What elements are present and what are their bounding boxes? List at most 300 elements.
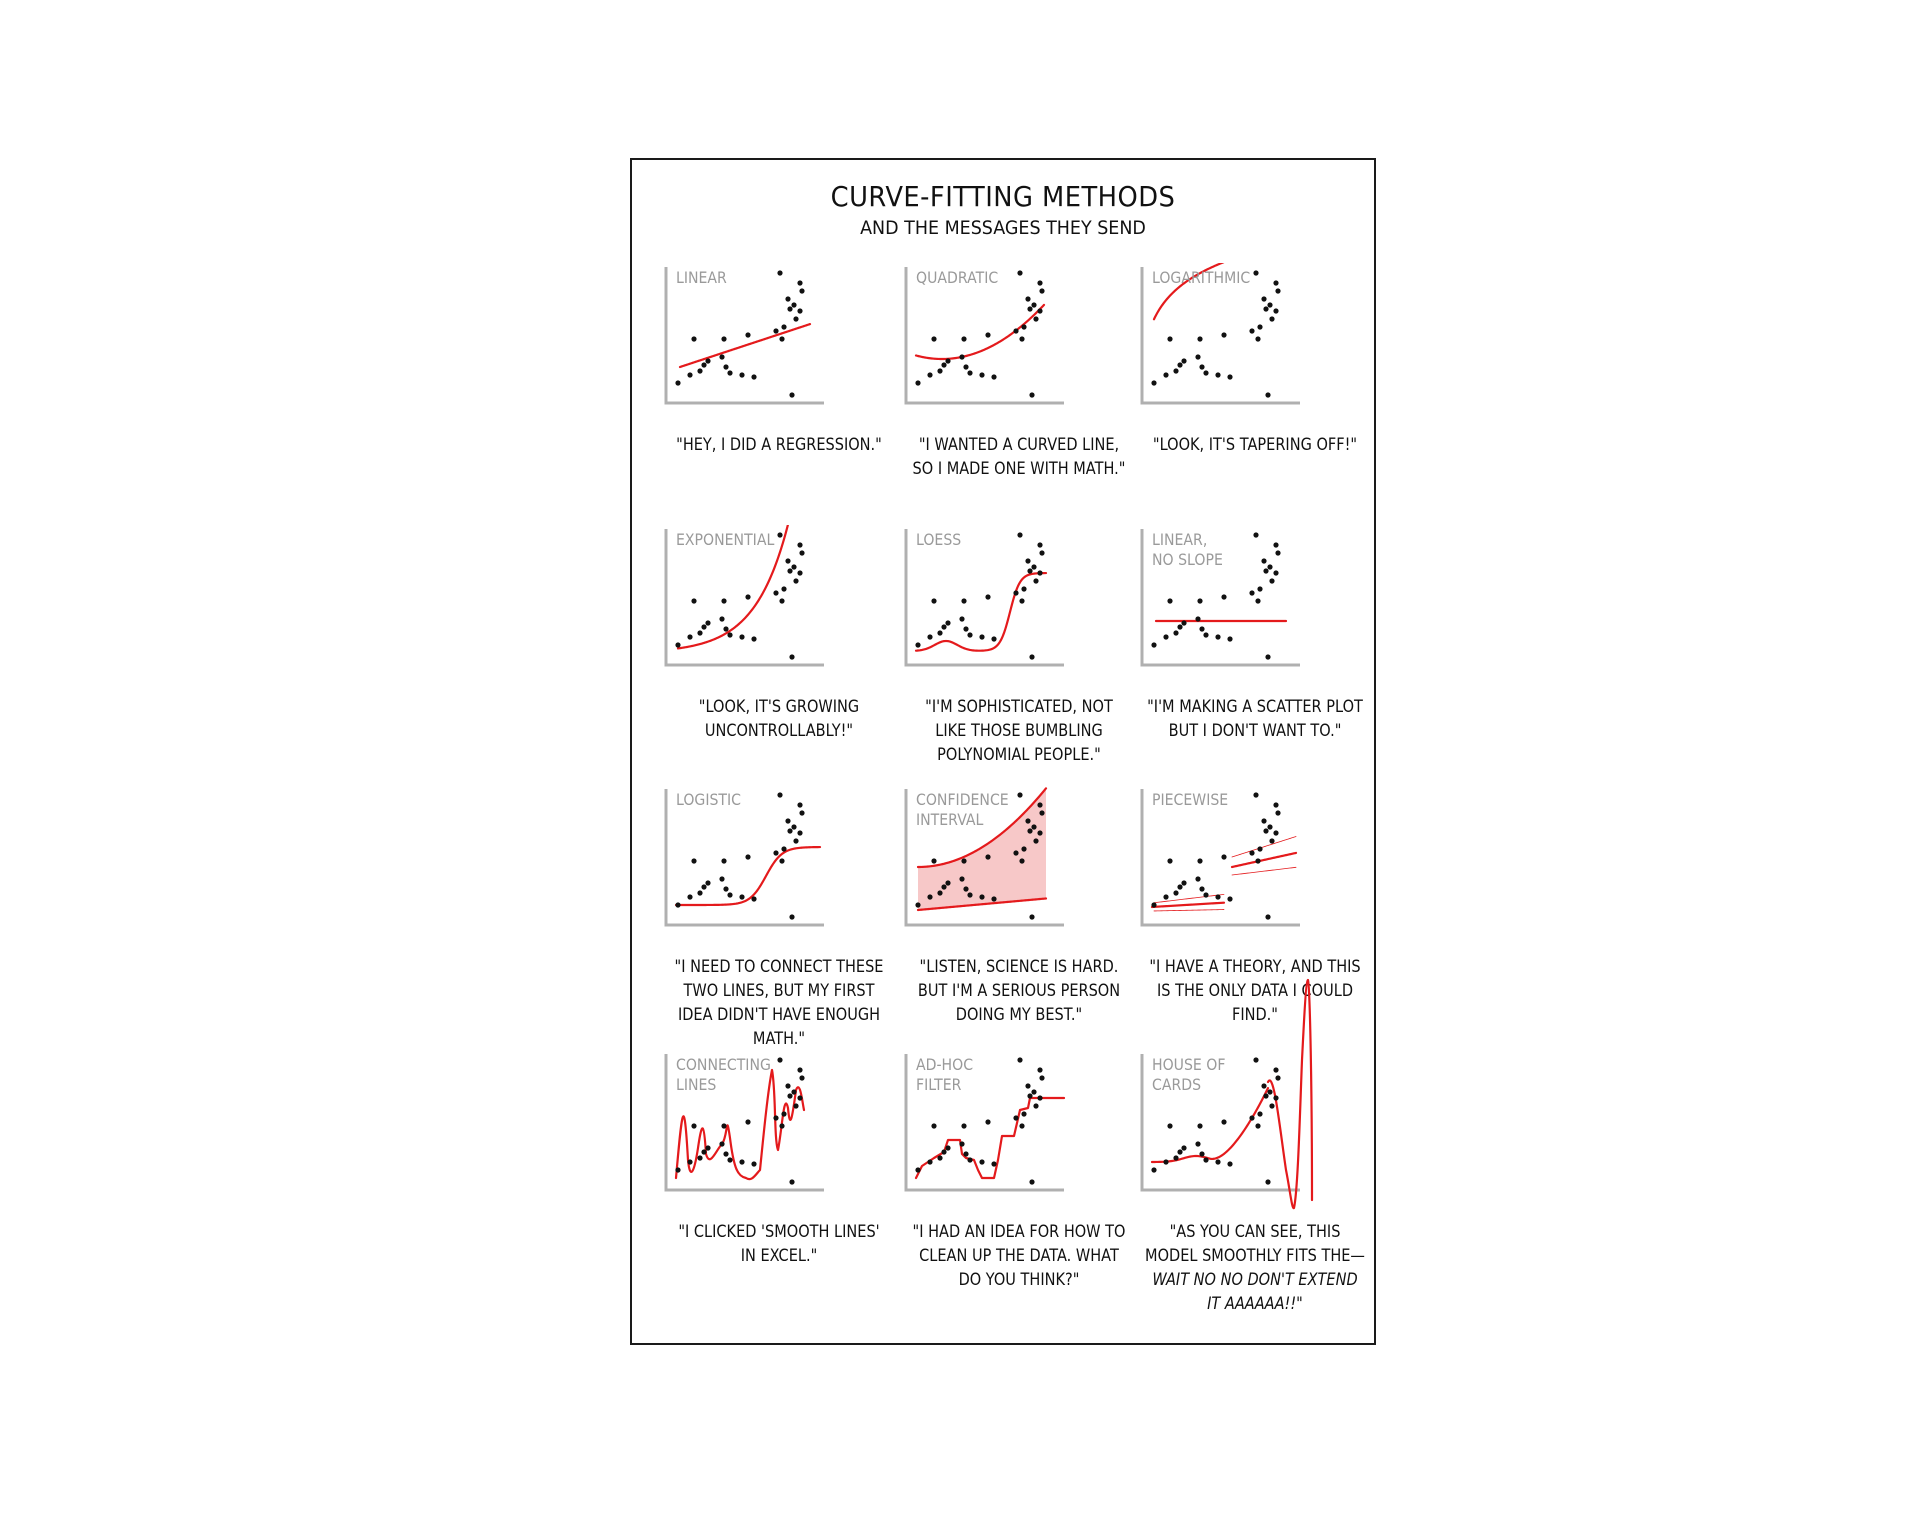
data-point bbox=[739, 372, 744, 377]
data-point bbox=[691, 336, 696, 341]
data-point bbox=[1257, 1111, 1262, 1116]
data-point bbox=[915, 902, 920, 907]
data-point bbox=[1151, 902, 1156, 907]
data-point bbox=[1181, 1145, 1186, 1150]
data-point bbox=[1029, 914, 1034, 919]
plot-label: LINEAR bbox=[676, 268, 727, 287]
data-point bbox=[691, 858, 696, 863]
data-point bbox=[985, 594, 990, 599]
data-point bbox=[1163, 372, 1168, 377]
data-point bbox=[967, 632, 972, 637]
data-point bbox=[961, 1123, 966, 1128]
data-point bbox=[1029, 1179, 1034, 1184]
data-point bbox=[1029, 654, 1034, 659]
panel-exponential bbox=[664, 525, 894, 783]
data-point bbox=[797, 830, 802, 835]
data-point bbox=[941, 1149, 946, 1154]
data-point bbox=[963, 364, 968, 369]
data-point bbox=[791, 564, 796, 569]
data-point bbox=[1151, 1167, 1156, 1172]
data-point bbox=[701, 362, 706, 367]
plot-label: PIECEWISE bbox=[1152, 790, 1229, 809]
data-point bbox=[1275, 810, 1280, 815]
plot-label: CONNECTING LINES bbox=[676, 1055, 771, 1094]
data-point bbox=[1021, 1111, 1026, 1116]
data-point bbox=[1265, 392, 1270, 397]
data-point bbox=[1203, 892, 1208, 897]
data-point bbox=[1249, 328, 1254, 333]
fit-left bbox=[1152, 903, 1224, 907]
caption: "LOOK, IT'S TAPERING OFF!" bbox=[1152, 435, 1358, 454]
plot-label: LOGARITHMIC bbox=[1152, 268, 1251, 287]
data-point bbox=[1269, 316, 1274, 321]
data-point bbox=[1261, 818, 1266, 823]
data-point bbox=[1267, 302, 1272, 307]
data-point bbox=[1269, 838, 1274, 843]
data-point bbox=[1195, 876, 1200, 881]
data-point bbox=[787, 828, 792, 833]
caption: "HEY, I DID A REGRESSION." bbox=[676, 435, 882, 454]
data-point bbox=[1163, 894, 1168, 899]
data-point bbox=[963, 626, 968, 631]
data-point bbox=[787, 568, 792, 573]
data-point bbox=[701, 1149, 706, 1154]
plot-label: AD-HOC FILTER bbox=[916, 1055, 974, 1094]
data-point bbox=[739, 894, 744, 899]
data-point bbox=[927, 894, 932, 899]
data-point bbox=[721, 336, 726, 341]
caption: "I CLICKED 'SMOOTH LINES' IN EXCEL." bbox=[678, 1222, 880, 1265]
data-point bbox=[1033, 838, 1038, 843]
data-point bbox=[991, 636, 996, 641]
data-point bbox=[1039, 288, 1044, 293]
data-point bbox=[1215, 1159, 1220, 1164]
data-point bbox=[1227, 636, 1232, 641]
data-point bbox=[779, 598, 784, 603]
data-point bbox=[1255, 598, 1260, 603]
data-point bbox=[927, 1159, 932, 1164]
data-point bbox=[789, 654, 794, 659]
data-point bbox=[1249, 850, 1254, 855]
data-point bbox=[1221, 332, 1226, 337]
title-block bbox=[632, 180, 1374, 240]
data-point bbox=[1215, 372, 1220, 377]
data-point bbox=[1177, 362, 1182, 367]
data-point bbox=[773, 328, 778, 333]
data-point bbox=[1031, 302, 1036, 307]
plot-label: LINEAR, NO SLOPE bbox=[1152, 530, 1223, 569]
data-point bbox=[727, 1157, 732, 1162]
data-point bbox=[937, 630, 942, 635]
data-point bbox=[937, 890, 942, 895]
data-point bbox=[1167, 598, 1172, 603]
data-point bbox=[979, 1159, 984, 1164]
data-point bbox=[1249, 590, 1254, 595]
data-point bbox=[1037, 308, 1042, 313]
data-point bbox=[915, 380, 920, 385]
data-point bbox=[941, 362, 946, 367]
data-point bbox=[675, 902, 680, 907]
data-point bbox=[915, 642, 920, 647]
data-point bbox=[1263, 306, 1268, 311]
data-point bbox=[705, 1145, 710, 1150]
data-point bbox=[1197, 858, 1202, 863]
data-point bbox=[945, 358, 950, 363]
data-point bbox=[1167, 858, 1172, 863]
data-point bbox=[745, 332, 750, 337]
data-point bbox=[1019, 1123, 1024, 1128]
panel-logarithmic bbox=[1140, 263, 1370, 521]
data-point bbox=[1273, 1095, 1278, 1100]
caption: "I'M SOPHISTICATED, NOT LIKE THOSE BUMBLING POLYNOMIAL PEOPLE." bbox=[925, 697, 1113, 764]
data-point bbox=[1195, 616, 1200, 621]
data-point bbox=[1013, 850, 1018, 855]
data-point bbox=[789, 392, 794, 397]
plot-label: LOGISTIC bbox=[676, 790, 742, 809]
data-point bbox=[1273, 830, 1278, 835]
data-point bbox=[941, 884, 946, 889]
data-point bbox=[1273, 308, 1278, 313]
plot-quadratic bbox=[904, 263, 1134, 433]
data-point bbox=[931, 336, 936, 341]
data-point bbox=[785, 296, 790, 301]
data-point bbox=[791, 824, 796, 829]
data-point bbox=[1173, 368, 1178, 373]
data-point bbox=[791, 302, 796, 307]
data-point bbox=[961, 598, 966, 603]
panel-linear-no-slope bbox=[1140, 525, 1370, 783]
data-point bbox=[961, 336, 966, 341]
data-point bbox=[1227, 374, 1232, 379]
data-point bbox=[959, 354, 964, 359]
data-point bbox=[1167, 336, 1172, 341]
data-point bbox=[1195, 1141, 1200, 1146]
plot-label: EXPONENTIAL bbox=[676, 530, 775, 549]
data-point bbox=[961, 858, 966, 863]
data-point bbox=[963, 1151, 968, 1156]
caption: "LOOK, IT'S GROWING UNCONTROLLABLY!" bbox=[698, 697, 860, 740]
band-right-lower bbox=[1232, 867, 1296, 875]
data-point bbox=[751, 374, 756, 379]
data-point bbox=[979, 894, 984, 899]
data-point bbox=[915, 1167, 920, 1172]
data-point bbox=[931, 1123, 936, 1128]
comic-title: CURVE-FITTING METHODS bbox=[830, 180, 1176, 213]
plot-exponential bbox=[664, 525, 894, 695]
data-point bbox=[1033, 1103, 1038, 1108]
data-point bbox=[1203, 1157, 1208, 1162]
data-point bbox=[1039, 550, 1044, 555]
data-point bbox=[1197, 598, 1202, 603]
plot-logarithmic bbox=[1140, 263, 1370, 433]
panel-logistic bbox=[664, 785, 894, 1048]
data-point bbox=[1029, 392, 1034, 397]
data-point bbox=[967, 892, 972, 897]
data-point bbox=[1267, 824, 1272, 829]
data-point bbox=[1257, 324, 1262, 329]
data-point bbox=[793, 838, 798, 843]
data-point bbox=[959, 876, 964, 881]
data-point bbox=[1197, 1123, 1202, 1128]
data-point bbox=[751, 1161, 756, 1166]
data-point bbox=[959, 616, 964, 621]
data-point bbox=[781, 846, 786, 851]
data-point bbox=[1019, 598, 1024, 603]
data-point bbox=[701, 624, 706, 629]
data-point bbox=[979, 634, 984, 639]
data-point bbox=[1221, 1119, 1226, 1124]
data-point bbox=[1203, 370, 1208, 375]
plot-linear bbox=[664, 263, 894, 433]
data-point bbox=[991, 896, 996, 901]
comic-subtitle: AND THE MESSAGES THEY SEND bbox=[860, 217, 1146, 239]
data-point bbox=[1021, 586, 1026, 591]
data-point bbox=[719, 876, 724, 881]
data-point bbox=[799, 550, 804, 555]
data-point bbox=[723, 886, 728, 891]
data-point bbox=[781, 586, 786, 591]
data-point bbox=[723, 626, 728, 631]
data-point bbox=[1013, 590, 1018, 595]
fit-curve bbox=[916, 305, 1044, 359]
data-point bbox=[739, 634, 744, 639]
data-point bbox=[1255, 858, 1260, 863]
data-point bbox=[991, 374, 996, 379]
data-point bbox=[687, 894, 692, 899]
data-point bbox=[1199, 1151, 1204, 1156]
data-point bbox=[985, 854, 990, 859]
data-point bbox=[781, 324, 786, 329]
caption bbox=[1145, 1220, 1365, 1316]
data-point bbox=[1269, 578, 1274, 583]
data-point bbox=[721, 858, 726, 863]
caption: "I HAD AN IDEA FOR HOW TO CLEAN UP THE DATA. WHAT DO YOU THINK?" bbox=[912, 1222, 1126, 1289]
data-point bbox=[785, 818, 790, 823]
data-point bbox=[985, 332, 990, 337]
plot-label: CONFIDENCE INTERVAL bbox=[916, 790, 1009, 829]
plot-label: QUADRATIC bbox=[916, 268, 999, 287]
data-point bbox=[927, 634, 932, 639]
data-point bbox=[1255, 336, 1260, 341]
data-point bbox=[1181, 880, 1186, 885]
data-point bbox=[687, 1159, 692, 1164]
data-point bbox=[1019, 858, 1024, 863]
data-point bbox=[701, 884, 706, 889]
plot-label: LOESS bbox=[916, 530, 962, 549]
data-point bbox=[1265, 654, 1270, 659]
data-point bbox=[1167, 1123, 1172, 1128]
data-point bbox=[793, 578, 798, 583]
data-point bbox=[1221, 854, 1226, 859]
data-point bbox=[675, 1167, 680, 1172]
data-point bbox=[1025, 558, 1030, 563]
panel-connecting-lines bbox=[664, 1050, 894, 1308]
data-point bbox=[779, 1123, 784, 1128]
plot-logistic bbox=[664, 785, 894, 955]
data-point bbox=[1173, 890, 1178, 895]
data-point bbox=[1257, 846, 1262, 851]
data-point bbox=[745, 594, 750, 599]
data-point bbox=[793, 1103, 798, 1108]
data-point bbox=[1261, 296, 1266, 301]
data-point bbox=[1203, 632, 1208, 637]
data-point bbox=[687, 634, 692, 639]
data-point bbox=[779, 336, 784, 341]
panel-house-of-cards bbox=[1140, 1050, 1370, 1313]
data-point bbox=[751, 636, 756, 641]
data-point bbox=[1275, 288, 1280, 293]
data-point bbox=[785, 558, 790, 563]
data-point bbox=[1263, 828, 1268, 833]
data-point bbox=[697, 1155, 702, 1160]
data-point bbox=[945, 620, 950, 625]
data-point bbox=[1019, 336, 1024, 341]
plot-label: HOUSE OF CARDS bbox=[1152, 1055, 1226, 1094]
data-point bbox=[945, 1145, 950, 1150]
data-point bbox=[941, 624, 946, 629]
data-point bbox=[773, 590, 778, 595]
data-point bbox=[739, 1159, 744, 1164]
data-point bbox=[697, 890, 702, 895]
data-point bbox=[1265, 914, 1270, 919]
data-point bbox=[1027, 306, 1032, 311]
data-point bbox=[1265, 1179, 1270, 1184]
data-point bbox=[799, 810, 804, 815]
data-point bbox=[1215, 894, 1220, 899]
data-point bbox=[1227, 1161, 1232, 1166]
panel-ad-hoc-filter bbox=[904, 1050, 1134, 1308]
data-point bbox=[675, 642, 680, 647]
data-point bbox=[787, 306, 792, 311]
data-point bbox=[1181, 620, 1186, 625]
fit-curve bbox=[680, 324, 810, 367]
data-point bbox=[991, 1161, 996, 1166]
data-point bbox=[687, 372, 692, 377]
data-point bbox=[779, 858, 784, 863]
caption: "I'M MAKING A SCATTER PLOT BUT I DON'T WANT TO." bbox=[1147, 697, 1363, 740]
data-point bbox=[705, 880, 710, 885]
caption: "I WANTED A CURVED LINE, SO I MADE ONE WITH MATH." bbox=[912, 435, 1126, 478]
data-point bbox=[1199, 626, 1204, 631]
data-point bbox=[931, 858, 936, 863]
data-point bbox=[937, 1155, 942, 1160]
data-point bbox=[1177, 1149, 1182, 1154]
plot-loess bbox=[904, 525, 1134, 695]
data-point bbox=[793, 316, 798, 321]
band-left-lower bbox=[1154, 910, 1224, 911]
data-point bbox=[1037, 1095, 1042, 1100]
data-point bbox=[727, 370, 732, 375]
comic-frame bbox=[630, 158, 1376, 1345]
data-point bbox=[727, 632, 732, 637]
fit-curve bbox=[916, 1098, 1064, 1178]
data-point bbox=[1151, 642, 1156, 647]
data-point bbox=[1031, 564, 1036, 569]
data-point bbox=[927, 372, 932, 377]
plot-piecewise bbox=[1140, 785, 1370, 955]
data-point bbox=[723, 364, 728, 369]
data-point bbox=[705, 620, 710, 625]
data-point bbox=[1197, 336, 1202, 341]
data-point bbox=[1177, 624, 1182, 629]
panel-piecewise bbox=[1140, 785, 1370, 1043]
fit-right bbox=[1232, 853, 1296, 867]
data-point bbox=[1037, 570, 1042, 575]
data-point bbox=[797, 308, 802, 313]
data-point bbox=[773, 850, 778, 855]
data-point bbox=[1151, 380, 1156, 385]
data-point bbox=[1013, 328, 1018, 333]
data-point bbox=[1181, 358, 1186, 363]
data-point bbox=[1257, 586, 1262, 591]
data-point bbox=[797, 1095, 802, 1100]
data-point bbox=[1273, 570, 1278, 575]
data-point bbox=[745, 854, 750, 859]
data-point bbox=[1021, 846, 1026, 851]
data-point bbox=[1195, 354, 1200, 359]
data-point bbox=[1033, 316, 1038, 321]
panel-loess bbox=[904, 525, 1134, 783]
caption-italic: WAIT NO NO DON'T EXTEND IT AAAAAA!!" bbox=[1152, 1270, 1358, 1313]
data-point bbox=[1173, 630, 1178, 635]
data-point bbox=[781, 1111, 786, 1116]
data-point bbox=[1037, 830, 1042, 835]
panel-quadratic bbox=[904, 263, 1134, 521]
data-point bbox=[1033, 578, 1038, 583]
data-point bbox=[1013, 1115, 1018, 1120]
data-point bbox=[799, 288, 804, 293]
data-point bbox=[1221, 594, 1226, 599]
data-point bbox=[1021, 324, 1026, 329]
data-point bbox=[723, 1151, 728, 1156]
caption: "I HAVE A THEORY, AND THIS IS THE ONLY DATA I COULD FIND." bbox=[1149, 957, 1361, 1024]
data-point bbox=[719, 354, 724, 359]
data-point bbox=[931, 598, 936, 603]
data-point bbox=[719, 1141, 724, 1146]
data-point bbox=[721, 1123, 726, 1128]
data-point bbox=[937, 368, 942, 373]
data-point bbox=[985, 1119, 990, 1124]
data-point bbox=[1177, 884, 1182, 889]
data-point bbox=[967, 1157, 972, 1162]
data-point bbox=[963, 886, 968, 891]
data-point bbox=[721, 598, 726, 603]
caption: "LISTEN, SCIENCE IS HARD. BUT I'M A SERIOUS PERSON DOING MY BEST." bbox=[917, 957, 1121, 1024]
data-point bbox=[1163, 634, 1168, 639]
data-point bbox=[745, 1119, 750, 1124]
data-point bbox=[789, 914, 794, 919]
data-point bbox=[727, 892, 732, 897]
data-point bbox=[1027, 568, 1032, 573]
data-point bbox=[691, 1123, 696, 1128]
data-point bbox=[1025, 296, 1030, 301]
data-point bbox=[1227, 896, 1232, 901]
caption: "I NEED TO CONNECT THESE TWO LINES, BUT MY FIRST IDEA DIDN'T HAVE ENOUGH MATH." bbox=[674, 957, 884, 1048]
panel-linear bbox=[664, 263, 894, 521]
data-point bbox=[697, 368, 702, 373]
data-point bbox=[945, 880, 950, 885]
data-point bbox=[697, 630, 702, 635]
data-point bbox=[719, 616, 724, 621]
data-point bbox=[751, 896, 756, 901]
data-point bbox=[1199, 364, 1204, 369]
data-point bbox=[675, 380, 680, 385]
panel-confidence-interval bbox=[904, 785, 1134, 1043]
data-point bbox=[1215, 634, 1220, 639]
data-point bbox=[1199, 886, 1204, 891]
data-point bbox=[691, 598, 696, 603]
data-point bbox=[789, 1179, 794, 1184]
